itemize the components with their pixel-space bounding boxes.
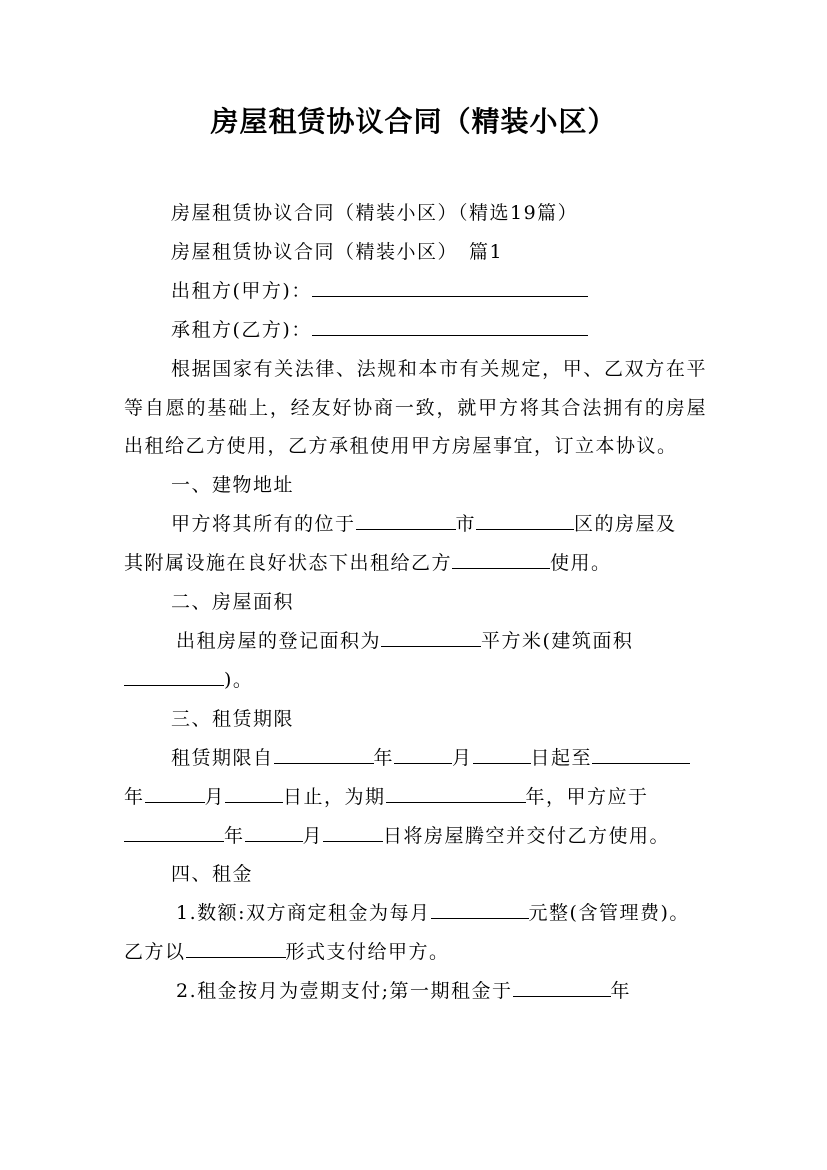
sec3-text: 年 [373, 746, 395, 769]
sec2-text: 出租房屋的登记面积为 [176, 629, 382, 652]
sec4-line2 [124, 933, 707, 972]
sec4-line3 [124, 972, 707, 1011]
sec4-heading: 四、租金 [171, 863, 254, 886]
lessee-label: 承租方(乙方)： [171, 318, 312, 341]
sec3-text: 月 [452, 746, 473, 769]
rent-amount-blank [431, 899, 529, 919]
sec3-text: 年 [224, 824, 245, 847]
sec3-text: 年 [124, 785, 145, 808]
sec4-text: 乙方以 [124, 941, 186, 964]
usage-blank [452, 549, 550, 569]
start-year-blank [274, 744, 374, 764]
lessor-line [124, 272, 707, 311]
sec3-text: 日起至 [530, 746, 593, 769]
handover-year-blank [124, 822, 224, 842]
sec3-line1 [124, 739, 707, 778]
first-payment-year-blank [513, 977, 611, 997]
sec1-heading: 一、建物地址 [171, 474, 295, 497]
sec2-text: )。 [224, 668, 254, 691]
sec4-text: 2.租金按月为壹期支付;第一期租金于 [176, 980, 513, 1003]
term-blank [386, 783, 526, 803]
handover-month-blank [245, 822, 303, 842]
payment-form-blank [186, 938, 286, 958]
sec4-text: 年 [610, 980, 632, 1003]
end-day-blank [225, 783, 283, 803]
handover-day-blank [323, 822, 383, 842]
sec1-text: 甲方将其所有的位于 [171, 513, 356, 536]
sec4-text: 元整(含管理费)。 [528, 902, 690, 925]
end-year-blank [592, 744, 690, 764]
sec3-text: 日止，为期 [283, 785, 386, 808]
sec3-heading: 三、租赁期限 [171, 707, 295, 730]
sec1-text: 其附属设施在良好状态下出租给乙方 [124, 552, 453, 575]
sec3-text: 年，甲方应于 [525, 785, 649, 808]
sec2-line1 [124, 622, 707, 661]
section-heading: 房屋租赁协议合同（精装小区） 篇1 [171, 240, 504, 263]
lessee-line [124, 311, 707, 350]
sec2-text: 平方米(建筑面积 [481, 629, 634, 652]
sec3-line2 [124, 778, 707, 817]
lessor-blank [312, 277, 588, 297]
sec3-text: 租赁期限自 [171, 746, 274, 769]
area-blank [381, 627, 481, 647]
sec3-text: 日将房屋腾空并交付乙方使用。 [383, 824, 671, 847]
sec4-line1 [124, 894, 707, 933]
sec3-text: 月 [302, 824, 324, 847]
city-blank [356, 510, 456, 530]
sec3-line3 [124, 817, 707, 856]
district-blank [476, 510, 574, 530]
sec1-text: 市 [455, 513, 477, 536]
intro-paragraph: 根据国家有关法律、法规和本市有关规定，甲、乙双方在平等自愿的基础上，经友好协商一致，就甲方将其合法拥有的房屋出租给乙方使用，乙方承租使用甲方房屋事宜，订立本协议。 [124, 357, 707, 458]
sec4-text: 1.数额:双方商定租金为每月 [176, 902, 431, 925]
end-month-blank [145, 783, 205, 803]
sec4-text: 形式支付给甲方。 [285, 941, 450, 964]
start-month-blank [394, 744, 452, 764]
sec1-text: 使用。 [550, 552, 612, 575]
sec2-line2 [124, 661, 707, 700]
sec1-line2 [124, 544, 707, 583]
start-day-blank [473, 744, 531, 764]
building-area-blank [124, 666, 224, 686]
sec1-text: 区的房屋及 [574, 513, 677, 536]
sec2-heading: 二、房屋面积 [171, 591, 295, 614]
lessor-label: 出租方(甲方)： [171, 279, 312, 302]
document-body [124, 194, 707, 1011]
document-title: 房屋租赁协议合同（精装小区） [210, 105, 617, 138]
sec3-text: 月 [204, 785, 226, 808]
subtitle: 房屋租赁协议合同（精装小区）（精选19篇） [171, 202, 579, 224]
lessee-blank [312, 316, 588, 336]
sec1-line1 [124, 505, 707, 544]
